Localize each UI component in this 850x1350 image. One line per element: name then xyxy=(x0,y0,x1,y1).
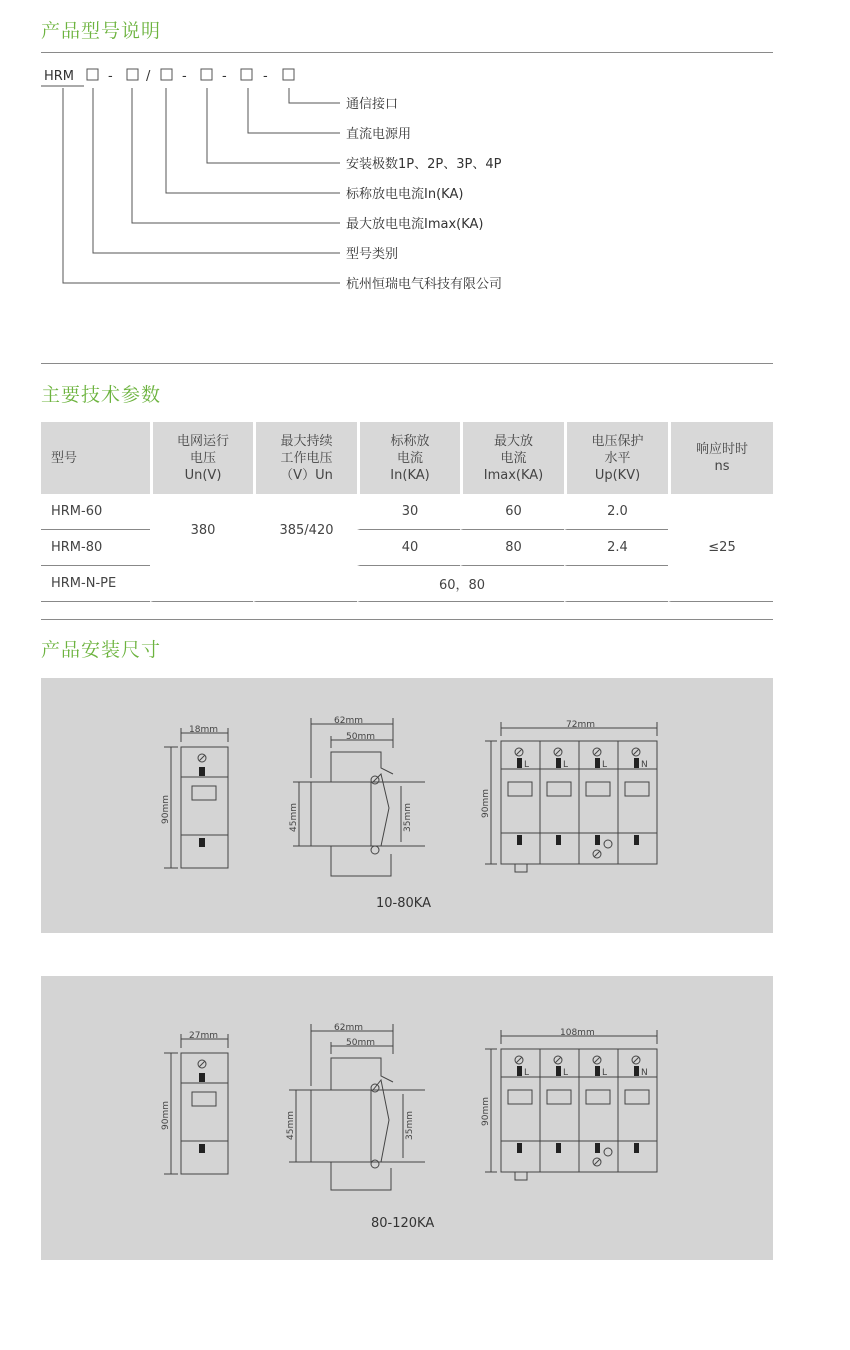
install-drawing xyxy=(41,678,773,933)
pole-label: L xyxy=(602,760,608,770)
panel-caption: 10-80KA xyxy=(376,896,431,911)
code-box xyxy=(87,69,98,80)
header-model: 型号 xyxy=(41,422,150,494)
code-sep: / xyxy=(146,69,151,84)
dim-label: 27mm xyxy=(189,1031,218,1041)
cell-empty xyxy=(253,566,357,602)
cell-imax: 60 xyxy=(460,494,564,530)
cell-model: HRM-80 xyxy=(41,530,150,566)
cell-up: 2.4 xyxy=(564,530,668,566)
code-sep: - xyxy=(182,69,187,84)
cell-model: HRM-N-PE xyxy=(41,566,150,602)
code-sep: - xyxy=(222,69,227,84)
install-panel-2 xyxy=(41,976,773,1260)
code-box xyxy=(283,69,294,80)
cell-empty xyxy=(150,566,253,602)
dim-label: 62mm xyxy=(334,716,363,726)
header-un: 电网运行 电压 Un(V) xyxy=(150,422,253,494)
code-box xyxy=(201,69,212,80)
code-label: 最大放电电流Imax(KA) xyxy=(346,217,484,232)
dim-label: 90mm xyxy=(481,1097,491,1126)
dim-label: 72mm xyxy=(566,720,595,730)
table-row xyxy=(41,494,773,530)
header-response: 响应时时 ns xyxy=(668,422,773,494)
code-label: 杭州恒瑞电气科技有限公司 xyxy=(346,277,503,292)
pole-label: L xyxy=(563,760,569,770)
section-title-model: 产品型号说明 xyxy=(41,20,162,42)
code-label: 通信接口 xyxy=(346,97,399,112)
code-label: 安装极数1P、2P、3P、4P xyxy=(346,157,502,172)
code-label: 型号类别 xyxy=(346,247,399,262)
dim-label: 50mm xyxy=(346,1038,375,1048)
pole-label: L xyxy=(524,760,530,770)
section-title-params: 主要技术参数 xyxy=(41,384,162,406)
dim-label: 18mm xyxy=(189,725,218,735)
table-row xyxy=(41,566,773,602)
header-up: 电压保护 水平 Up(KV) xyxy=(564,422,668,494)
cell-in: 40 xyxy=(357,530,460,566)
header-imax: 最大放 电流 Imax(KA) xyxy=(460,422,564,494)
cell-in-imax: 60，80 xyxy=(357,566,564,602)
code-sep: - xyxy=(263,69,268,84)
code-label: 直流电源用 xyxy=(346,127,412,142)
dim-label: 108mm xyxy=(560,1028,595,1038)
pole-label: L xyxy=(524,1068,530,1078)
model-code-diagram xyxy=(0,60,850,300)
pole-label: L xyxy=(563,1068,569,1078)
dim-label: 45mm xyxy=(286,1111,296,1140)
divider xyxy=(41,363,773,364)
code-label: 标称放电电流In(KA) xyxy=(346,187,464,202)
code-box xyxy=(161,69,172,80)
cell-empty xyxy=(564,566,668,602)
dim-label: 90mm xyxy=(481,789,491,818)
model-prefix: HRM xyxy=(44,69,75,84)
code-sep: - xyxy=(108,69,113,84)
panel-caption: 80-120KA xyxy=(371,1216,435,1231)
cell-in: 30 xyxy=(357,494,460,530)
cell-up: 2.0 xyxy=(564,494,668,530)
pole-label: N xyxy=(641,760,648,770)
pole-label: L xyxy=(602,1068,608,1078)
dim-label: 90mm xyxy=(161,1101,171,1130)
cell-imax: 80 xyxy=(460,530,564,566)
code-box xyxy=(241,69,252,80)
cell-response: ≤25 xyxy=(668,494,773,602)
dim-label: 62mm xyxy=(334,1023,363,1033)
divider xyxy=(41,619,773,620)
dim-label: 35mm xyxy=(403,803,413,832)
divider xyxy=(41,52,773,53)
section-title-install: 产品安装尺寸 xyxy=(41,639,162,661)
dim-label: 90mm xyxy=(161,795,171,824)
dim-label: 50mm xyxy=(346,732,375,742)
params-table xyxy=(41,422,773,602)
dim-label: 35mm xyxy=(405,1111,415,1140)
install-panel-1 xyxy=(41,678,773,933)
cell-uc: 385/420 xyxy=(253,494,357,566)
header-in: 标称放 电流 In(KA) xyxy=(357,422,460,494)
cell-model: HRM-60 xyxy=(41,494,150,530)
cell-un: 380 xyxy=(150,494,253,566)
pole-label: N xyxy=(641,1068,648,1078)
code-box xyxy=(127,69,138,80)
dim-label: 45mm xyxy=(289,803,299,832)
header-uc: 最大持续 工作电压 （V）Un xyxy=(253,422,357,494)
